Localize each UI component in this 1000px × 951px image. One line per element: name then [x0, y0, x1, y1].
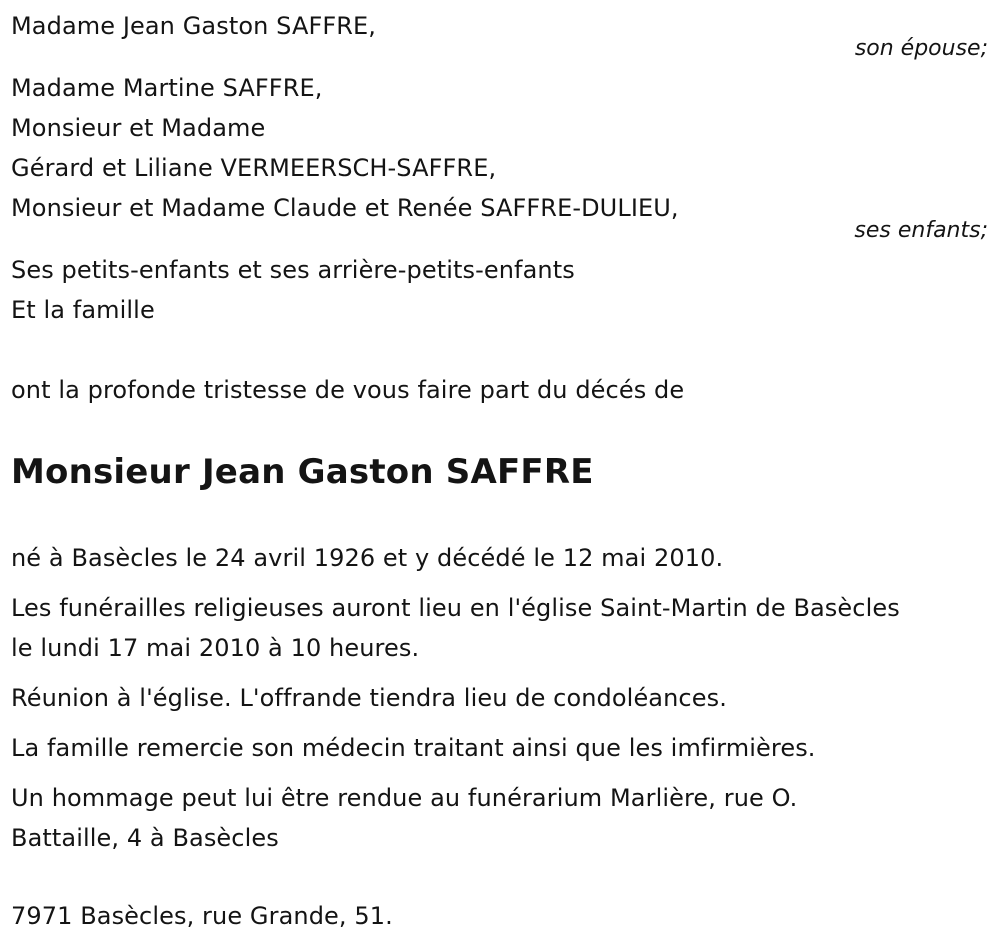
announcement-text: ont la profonde tristesse de vous faire part du décés de [11, 376, 685, 404]
family-line-2: Et la famille [11, 296, 155, 324]
tribute-line-2: Battaille, 4 à Basècles [11, 824, 279, 852]
birth-death-text: né à Basècles le 24 avril 1926 et y décédé le 12 mai 2010. [11, 544, 724, 572]
funeral-line-2: le lundi 17 mai 2010 à 10 heures. [11, 634, 420, 662]
family-line-1: Ses petits-enfants et ses arrière-petits-enfants [11, 256, 575, 284]
child-line-1: Madame Martine SAFFRE, [11, 74, 323, 102]
funeral-line-1: Les funérailles religieuses auront lieu en l'église Saint-Martin de Basècles [11, 594, 900, 622]
child-line-2: Monsieur et Madame [11, 114, 266, 142]
address-text: 7971 Basècles, rue Grande, 51. [11, 902, 393, 930]
spouse-role: son épouse; [854, 36, 988, 61]
child-line-4: Monsieur et Madame Claude et Renée SAFFRE-DULIEU, [11, 194, 679, 222]
reunion-text: Réunion à l'église. L'offrande tiendra lieu de condoléances. [11, 684, 727, 712]
thanks-text: La famille remercie son médecin traitant ainsi que les imfirmières. [11, 734, 816, 762]
child-line-3: Gérard et Liliane VERMEERSCH-SAFFRE, [11, 154, 497, 182]
children-role: ses enfants; [854, 218, 988, 243]
spouse-name: Madame Jean Gaston SAFFRE, [11, 12, 377, 40]
tribute-line-1: Un hommage peut lui être rendue au funérarium Marlière, rue O. [11, 784, 798, 812]
deceased-name: Monsieur Jean Gaston SAFFRE [11, 452, 594, 492]
